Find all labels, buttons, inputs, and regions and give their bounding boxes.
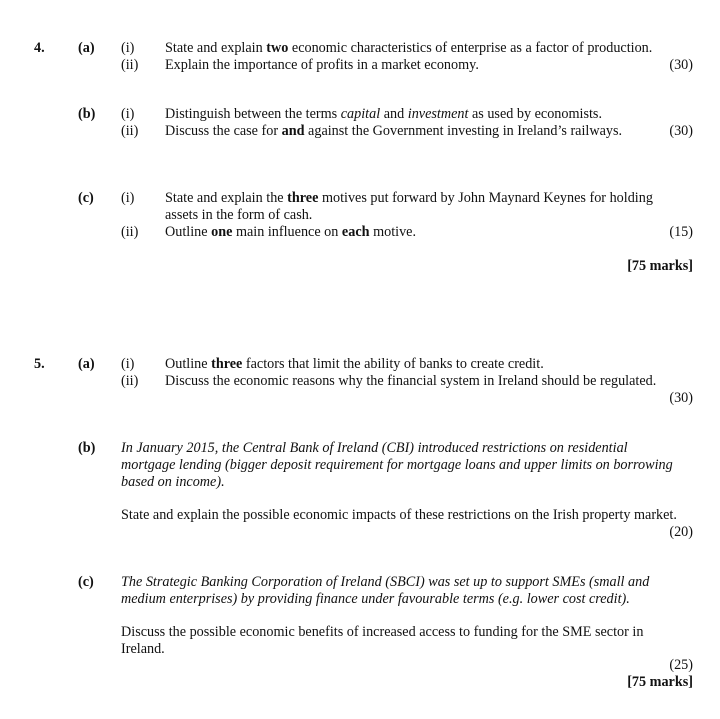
marks-label: (30) bbox=[669, 123, 693, 139]
question-text: Discuss the case for and against the Government investing in Ireland’s railways. bbox=[165, 123, 623, 139]
question-text: State and explain two economic characteristics of enterprise as a factor of production. bbox=[165, 40, 653, 56]
question-text: State and explain the three motives put forward by John Maynard Keynes for holding bbox=[165, 190, 653, 206]
part-label: (c) bbox=[78, 574, 94, 590]
question-text: Outline three factors that limit the ability of banks to create credit. bbox=[165, 356, 544, 372]
question-text: assets in the form of cash. bbox=[165, 207, 313, 223]
question-text: State and explain the possible economic impacts of these restrictions on the Irish property market. bbox=[121, 507, 677, 523]
context-text: based on income). bbox=[121, 474, 225, 490]
question-text: Distinguish between the terms capital and investment as used by economists. bbox=[165, 106, 603, 122]
question-text: Discuss the possible economic benefits of increased access to funding for the SME sector in bbox=[121, 624, 644, 640]
question-number: 5. bbox=[34, 356, 45, 372]
context-text: In January 2015, the Central Bank of Ireland (CBI) introduced restrictions on residential bbox=[121, 440, 628, 456]
question-text: Outline one main influence on each motive. bbox=[165, 224, 417, 240]
context-text: medium enterprises) by providing finance under favourable terms (e.g. lower cost credit). bbox=[121, 591, 630, 607]
question-text: Ireland. bbox=[121, 641, 165, 657]
marks-label: (30) bbox=[669, 390, 693, 406]
question-text: Discuss the economic reasons why the financial system in Ireland should be regulated. bbox=[165, 373, 657, 389]
sub-part-number: (i) bbox=[121, 40, 135, 56]
sub-part-number: (ii) bbox=[121, 224, 139, 240]
part-label: (a) bbox=[78, 40, 95, 56]
context-text: The Strategic Banking Corporation of Ireland (SBCI) was set up to support SMEs (small and bbox=[121, 574, 650, 590]
marks-label: (20) bbox=[669, 524, 693, 540]
sub-part-number: (ii) bbox=[121, 57, 139, 73]
part-label: (b) bbox=[78, 440, 96, 456]
sub-part-number: (i) bbox=[121, 106, 135, 122]
total-marks: [75 marks] bbox=[627, 258, 693, 274]
sub-part-number: (ii) bbox=[121, 373, 139, 389]
marks-label: (30) bbox=[669, 57, 693, 73]
total-marks: [75 marks] bbox=[627, 674, 693, 690]
part-label: (a) bbox=[78, 356, 95, 372]
part-label: (c) bbox=[78, 190, 94, 206]
question-text: Explain the importance of profits in a market economy. bbox=[165, 57, 479, 73]
context-text: mortgage lending (bigger deposit requirement for mortgage loans and upper limits on borrowing bbox=[121, 457, 673, 473]
sub-part-number: (i) bbox=[121, 190, 135, 206]
marks-label: (15) bbox=[669, 224, 693, 240]
question-number: 4. bbox=[34, 40, 45, 56]
part-label: (b) bbox=[78, 106, 96, 122]
sub-part-number: (ii) bbox=[121, 123, 139, 139]
sub-part-number: (i) bbox=[121, 356, 135, 372]
marks-label: (25) bbox=[669, 657, 693, 673]
